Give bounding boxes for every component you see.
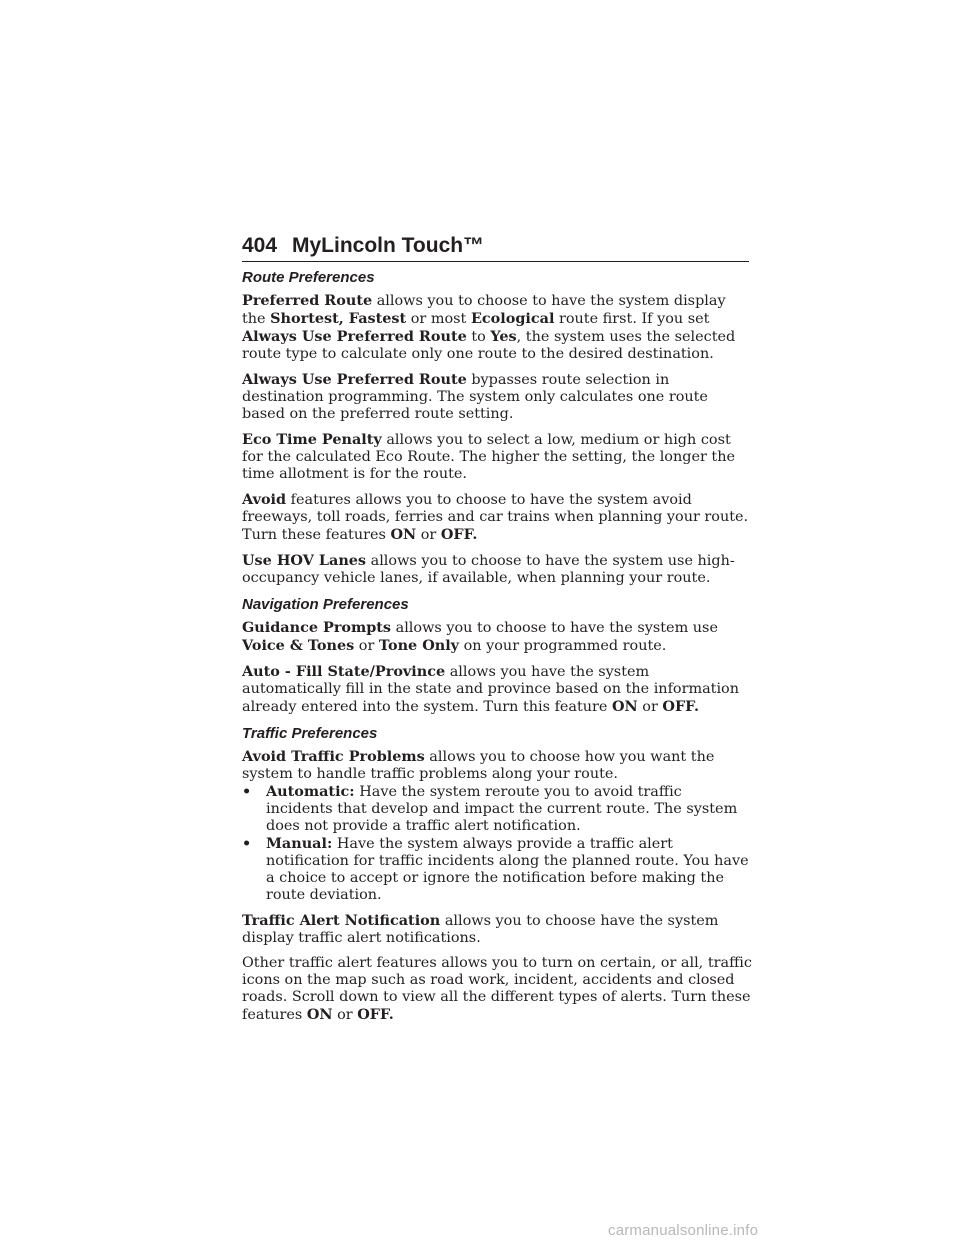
paragraph-avoid: Avoid features allows you to choose to have the system avoid freeways, toll roads, ferries and car trains when planning your route. Turn these features ON or OFF. <box>242 491 749 543</box>
term-preferred-route: Preferred Route <box>242 292 373 309</box>
paragraph-always-use-preferred-route: Always Use Preferred Route bypasses route selection in destination programming. The system only calculates one route based on the preferred route setting. <box>242 371 708 422</box>
term-avoid-traffic-problems: Avoid Traffic Problems <box>242 748 425 765</box>
page-number: 404 <box>242 234 278 257</box>
term-guidance-prompts: Guidance Prompts <box>242 619 392 636</box>
term-avoid: Avoid <box>242 491 287 508</box>
watermark: carmanualsonline.info <box>608 1222 759 1239</box>
list-item-automatic: • Automatic: Have the system reroute you to avoid traffic incidents that develop and impact the current route. The system does not provide a traffic alert notification. <box>242 783 738 834</box>
section-heading-route-preferences: Route Preferences <box>242 269 375 286</box>
paragraph-traffic-alert-notification: Traffic Alert Notification allows you to choose have the system display traffic alert notifications. <box>242 912 719 946</box>
section-heading-navigation-preferences: Navigation Preferences <box>242 596 409 613</box>
paragraph-other-traffic-alerts: Other traffic alert features allows you to turn on certain, or all, traffic icons on the map such as road work, incident, accidents and closed roads. Scroll down to view all the different types of alerts. Turn these features ON or OFF. <box>242 955 752 1023</box>
paragraph-eco-time-penalty: Eco Time Penalty allows you to select a low, medium or high cost for the calculated Eco Route. The higher the setting, the longer the time allotment is for the route. <box>242 431 735 482</box>
page-header <box>242 227 749 262</box>
paragraph-avoid-traffic-problems: Avoid Traffic Problems allows you to choose how you want the system to handle traffic problems along your route. <box>242 748 715 782</box>
paragraph-use-hov-lanes: Use HOV Lanes allows you to choose to have the system use high-occupancy vehicle lanes, if available, when planning your route. <box>242 552 735 586</box>
section-heading-traffic-preferences: Traffic Preferences <box>242 725 378 742</box>
bullet-icon: • <box>242 835 252 852</box>
traffic-options-list <box>242 783 752 904</box>
list-item-manual: • Manual: Have the system always provide a traffic alert notification for traffic incidents along the planned route. You have a choice to accept or ignore the notification before making the route deviation. <box>242 835 749 903</box>
running-head-title: MyLincoln Touch™ <box>292 234 485 257</box>
paragraph-auto-fill-state-province: Auto - Fill State/Province allows you have the system automatically fill in the state and province based on the information already entered into the system. Turn this feature ON or OFF. <box>242 663 739 715</box>
term-use-hov-lanes: Use HOV Lanes <box>242 552 367 569</box>
bullet-icon: • <box>242 783 252 800</box>
term-eco-time-penalty: Eco Time Penalty <box>242 431 382 448</box>
page-body <box>242 268 752 1032</box>
term-auto-fill-state-province: Auto - Fill State/Province <box>242 663 446 680</box>
term-traffic-alert-notification: Traffic Alert Notification <box>242 912 441 929</box>
term-always-use-preferred-route: Always Use Preferred Route <box>242 371 467 388</box>
paragraph-preferred-route: Preferred Route allows you to choose to have the system display the Shortest, Fastest or most Ecological route first. If you set Always Use Preferred Route to Yes, the system uses the selected route type to calculate only one route to the desired destination. <box>242 292 736 362</box>
paragraph-guidance-prompts: Guidance Prompts allows you to choose to have the system use Voice & Tones or Tone Only on your programmed route. <box>242 619 718 654</box>
